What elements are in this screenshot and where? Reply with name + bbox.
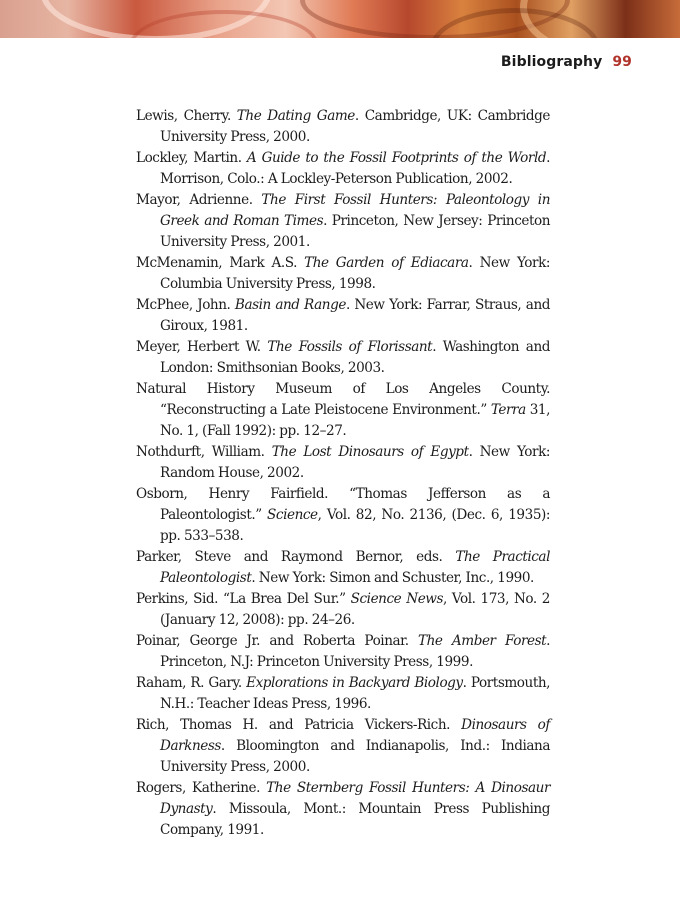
bibliography-entry: Rogers, Katherine. The Sternberg Fossil Hunters: A Dinosaur Dynasty. Missoula, Mont.: Mountain Press Publishing Company, 1991. <box>136 780 550 838</box>
bibliography-entry: Meyer, Herbert W. The Fossils of Florissant. Washington and London: Smithsonian Books, 2003. <box>136 339 550 376</box>
work-title: Dinosaurs of Darkness <box>160 717 550 754</box>
bibliography-entry: Parker, Steve and Raymond Bernor, eds. The Practical Paleontologist. New York: Simon and Schuster, Inc., 1990. <box>136 549 550 586</box>
bibliography-entry: Raham, R. Gary. Explorations in Backyard Biology. Portsmouth, N.H.: Teacher Ideas Press, 1996. <box>136 675 551 712</box>
work-title: The Sternberg Fossil Hunters: A Dinosaur Dynasty <box>160 780 550 817</box>
running-header <box>501 54 632 70</box>
bibliography-entry: Nothdurft, William. The Lost Dinosaurs of Egypt. New York: Random House, 2002. <box>136 444 550 481</box>
header-banner-image <box>0 0 680 38</box>
work-title: The Garden of Ediacara <box>304 255 469 271</box>
bibliography-entry: McPhee, John. Basin and Range. New York: Farrar, Straus, and Giroux, 1981. <box>136 297 550 334</box>
work-title: The Lost Dinosaurs of Egypt <box>271 444 469 460</box>
work-title: Science <box>267 507 318 523</box>
work-title: The Dating Game <box>236 108 355 124</box>
bibliography-entry: McMenamin, Mark A.S. The Garden of Ediacara. New York: Columbia University Press, 1998. <box>136 255 551 292</box>
section-title: Bibliography <box>500 54 603 70</box>
work-title: The Amber Forest <box>417 633 547 649</box>
work-title: Science News <box>350 591 443 607</box>
work-title: The Fossils of Florissant <box>267 339 433 355</box>
work-title: Basin and Range <box>234 297 346 313</box>
work-title: A Guide to the Fossil Footprints of the World <box>246 150 547 166</box>
work-title: The First Fossil Hunters: Paleontology in Greek and Roman Times <box>160 192 550 229</box>
page-number: 99 <box>612 54 632 70</box>
work-title: Terra <box>490 402 526 418</box>
bibliography-entry: Osborn, Henry Fairfield. “Thomas Jefferson as a Paleontologist.” Science, Vol. 82, No. 2136, (Dec. 6, 1935): pp. 533–538. <box>136 486 551 544</box>
work-title: The Practical Paleontologist <box>160 549 550 586</box>
work-title: Explorations in Backyard Biology <box>246 675 463 691</box>
bibliography-entry: Natural History Museum of Los Angeles County. “Reconstructing a Late Pleistocene Environment.” Terra 31, No. 1, (Fall 1992): pp. 12–27. <box>136 381 550 439</box>
bibliography-entry: Rich, Thomas H. and Patricia Vickers-Rich. Dinosaurs of Darkness. Bloomington and Indianapolis, Ind.: Indiana University Press, 2000. <box>136 717 550 775</box>
bibliography-list <box>136 106 550 841</box>
bibliography-entry: Mayor, Adrienne. The First Fossil Hunters: Paleontology in Greek and Roman Times. Princeton, New Jersey: Princeton University Press, 2001. <box>136 192 550 250</box>
bibliography-entry: Poinar, George Jr. and Roberta Poinar. The Amber Forest. Princeton, N.J: Princeton University Press, 1999. <box>136 633 550 670</box>
bibliography-entry: Lockley, Martin. A Guide to the Fossil Footprints of the World. Morrison, Colo.: A Lockley-Peterson Publication, 2002. <box>136 150 550 187</box>
bibliography-entry: Perkins, Sid. “La Brea Del Sur.” Science News, Vol. 173, No. 2 (January 12, 2008): pp. 24–26. <box>136 591 550 628</box>
bibliography-entry: Lewis, Cherry. The Dating Game. Cambridge, UK: Cambridge University Press, 2000. <box>136 108 551 145</box>
